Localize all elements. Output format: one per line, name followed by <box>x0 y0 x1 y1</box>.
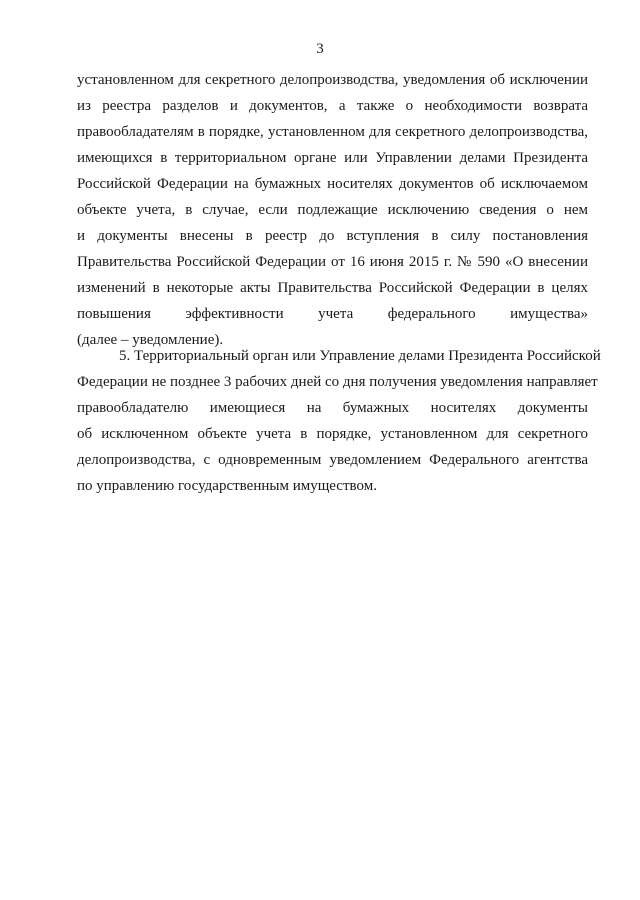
text-line: Российской Федерации на бумажных носителях документов об исключаемом <box>77 176 588 192</box>
text-line: повышения эффективности учета федерального имущества» <box>77 306 588 322</box>
text-line: объекте учета, в случае, если подлежащие исключению сведения о нем <box>77 202 588 218</box>
text-line: Правительства Российской Федерации от 16 июня 2015 г. № 590 «О внесении <box>77 254 588 270</box>
paragraph-continuation <box>77 67 588 353</box>
text-line: правообладателю имеющиеся на бумажных носителях документы <box>77 400 588 416</box>
text-line: по управлению государственным имуществом. <box>77 478 377 494</box>
text-line: имеющихся в территориальном органе или Управлении делами Президента <box>77 150 588 166</box>
text-line: изменений в некоторые акты Правительства Российской Федерации в целях <box>77 280 588 296</box>
text-line: установленном для секретного делопроизводства, уведомления об исключении <box>77 72 588 88</box>
text-line: правообладателям в порядке, установленном для секретного делопроизводства, <box>77 124 588 140</box>
text-line: об исключенном объекте учета в порядке, установленном для секретного <box>77 426 588 442</box>
paragraph-item-5 <box>77 343 601 499</box>
text-line: 5. Территориальный орган или Управление делами Президента Российской <box>119 348 601 364</box>
text-line: и документы внесены в реестр до вступления в силу постановления <box>77 228 588 244</box>
text-line: делопроизводства, с одновременным уведомлением Федерального агентства <box>77 452 588 468</box>
page-number: 3 <box>316 41 324 57</box>
text-line: из реестра разделов и документов, а также о необходимости возврата <box>77 98 588 114</box>
text-line: Федерации не позднее 3 рабочих дней со дня получения уведомления направляет <box>77 374 598 390</box>
text-line: (далее – уведомление). <box>77 332 224 348</box>
